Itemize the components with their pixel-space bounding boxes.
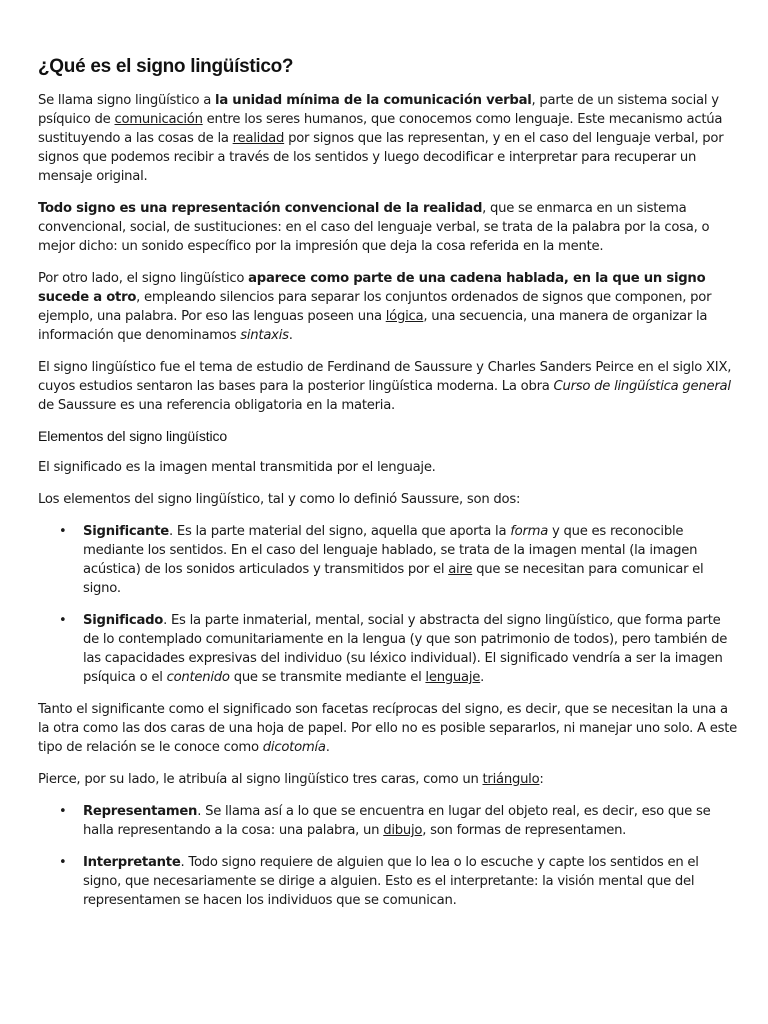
text-span: , que se enmarca en un sistema convencional, social, de sustituciones: en el caso del lenguaje verbal, se trata de la palabra por la cosa, o mejor dicho: un sonido específico por la impresión que deja la cosa referida en la mente. [38, 201, 710, 254]
list-item [59, 853, 738, 910]
text-span: Tanto el significante como el significado son facetas recíprocas del signo, es decir, que se necesitan la una a la otra como las dos caras de una hoja de papel. Por ello no es posible separarlos, ni manejar uno solo. A este tipo de relación se le conoce como [38, 702, 738, 755]
elements-list [38, 522, 738, 687]
link-dibujo[interactable]: dibujo [383, 823, 423, 838]
text-span: : [539, 772, 544, 787]
bold-term: Significado [83, 613, 164, 628]
text-span: , empleando silencios para separar los conjuntos ordenados de signos que componen, por ejemplo, una palabra. Por eso las lenguas poseen una [38, 290, 712, 324]
document-page [38, 56, 738, 923]
text-span: . [480, 670, 485, 685]
section-heading: Elementos del signo lingüístico [38, 428, 228, 444]
link-triangulo[interactable]: triángulo [482, 772, 540, 787]
link-comunicacion[interactable]: comunicación [114, 112, 203, 127]
text-span: . Es la parte material del signo, aquella que aporta la [168, 524, 511, 539]
bullet-icon: • [59, 855, 67, 870]
bold-term: Representamen [83, 804, 198, 819]
link-aire[interactable]: aire [448, 562, 473, 577]
text-span: de Saussure es una referencia obligatoria en la materia. [38, 398, 395, 413]
paragraph-representation [38, 199, 738, 256]
text-span: . [288, 328, 293, 343]
list-item [59, 802, 738, 840]
bold-text: Todo signo es una representación convencional de la realidad [38, 201, 483, 216]
italic-text: dicotomía [262, 740, 326, 755]
page-title: ¿Qué es el signo lingüístico? [38, 56, 294, 77]
paragraph-elements-intro: Los elementos del signo lingüístico, tal y como lo definió Saussure, son dos: [38, 492, 521, 507]
italic-text: sintaxis [240, 328, 289, 343]
text-span: Pierce, por su lado, le atribuía al signo lingüístico tres caras, como un [38, 772, 483, 787]
bullet-icon: • [59, 613, 67, 628]
text-span: . Todo signo requiere de alguien que lo lea o lo escuche y capte los sentidos en el signo, que necesariamente se dirige a alguien. Esto es el interpretante: la visión mental que del representamen se hacen los individuos que se comunican. [83, 855, 699, 908]
text-span: que se necesitan para comunicar el signo. [83, 562, 704, 596]
text-span: que se transmite mediante el [229, 670, 426, 685]
link-realidad[interactable]: realidad [232, 131, 285, 146]
text-span: y que es reconocible mediante los sentidos. En el caso del lenguaje hablado, se trata de la imagen mental (la imagen acústica) de los sonidos articulados y transmitidos por el [83, 524, 698, 577]
peirce-list [38, 802, 738, 910]
text-span: , una secuencia, una manera de organizar la información que denominamos [38, 309, 708, 343]
list-item [59, 611, 738, 687]
text-span: El signo lingüístico fue el tema de estudio de Ferdinand de Saussure y Charles Sanders Peirce en el siglo XIX, cuyos estudios sentaron las bases para la posterior lingüística moderna. La obra [38, 360, 732, 394]
paragraph-peirce [38, 770, 738, 789]
link-logica[interactable]: lógica [385, 309, 424, 324]
text-span: , parte de un sistema social y psíquico de [38, 93, 719, 127]
italic-text: Curso de lingüística general [553, 379, 731, 394]
bullet-icon: • [59, 804, 67, 819]
text-span: . Se llama así a lo que se encuentra en lugar del objeto real, es decir, eso que se halla representando a la cosa: una palabra, un [83, 804, 711, 838]
link-lenguaje[interactable]: lenguaje [425, 670, 481, 685]
text-span: Por otro lado, el signo lingüístico [38, 271, 249, 286]
italic-text: contenido [166, 670, 230, 685]
paragraph-significado: El significado es la imagen mental transmitida por el lenguaje. [38, 460, 436, 475]
text-span: . Es la parte inmaterial, mental, social y abstracta del signo lingüístico, que forma parte de lo contemplado comunitariamente en la lengua (y que son patrimonio de todos), pero también de las capacidades expresivas del individuo (su léxico individual). El significado vendría a ser la imagen psíquica o el [83, 613, 728, 685]
text-span: , son formas de representamen. [422, 823, 627, 838]
text-span: entre los seres humanos, que conocemos como lenguaje. Este mecanismo actúa sustituyendo a las cosas de la [38, 112, 723, 146]
paragraph-chain [38, 269, 738, 345]
italic-text: forma [510, 524, 549, 539]
bold-text: la unidad mínima de la comunicación verbal [215, 93, 532, 108]
bold-text: aparece como parte de una cadena hablada, en la que un signo sucede a otro [38, 271, 706, 305]
text-span: . [325, 740, 330, 755]
list-item [59, 522, 738, 598]
paragraph-definition [38, 91, 738, 186]
bold-term: Interpretante [83, 855, 181, 870]
bold-term: Significante [83, 524, 169, 539]
text-span: Se llama signo lingüístico a [38, 93, 216, 108]
paragraph-dichotomy [38, 700, 738, 757]
text-span: por signos que las representan, y en el caso del lenguaje verbal, por signos que podemos recibir a través de los sentidos y luego decodificar e interpretar para recuperar un mensaje original. [38, 131, 724, 184]
bullet-icon: • [59, 524, 67, 539]
paragraph-history [38, 358, 738, 415]
